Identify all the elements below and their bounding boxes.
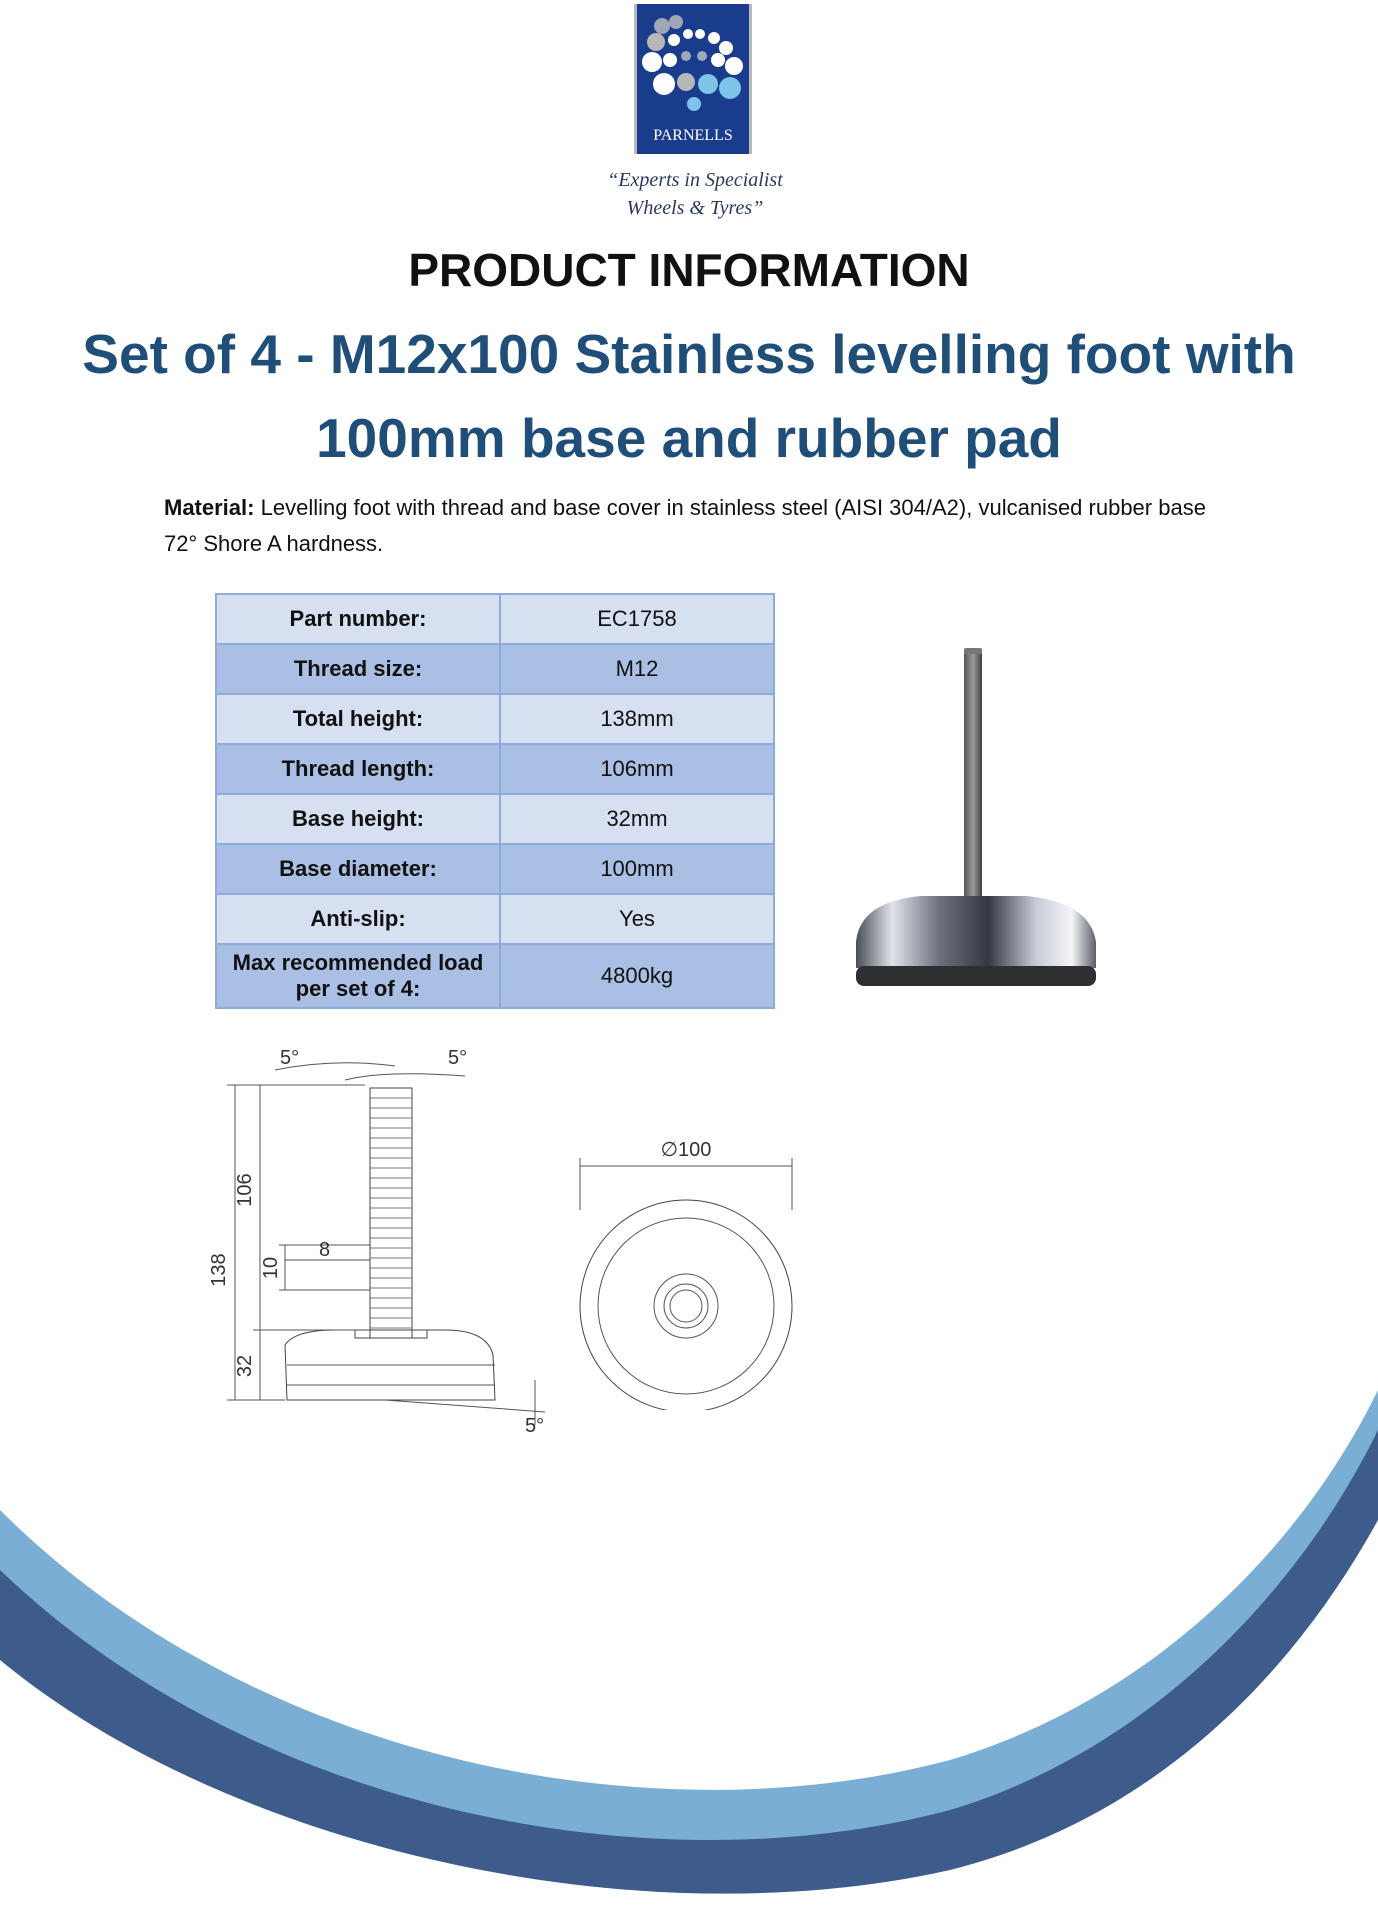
spec-value: 138mm — [500, 694, 774, 744]
spec-label-line-1: Max recommended load — [232, 950, 484, 975]
spec-value: 100mm — [500, 844, 774, 894]
angle-right-label: 5° — [448, 1047, 468, 1069]
spec-value: 32mm — [500, 794, 774, 844]
thread-shape — [370, 1088, 412, 1338]
angle-base-label: 5° — [525, 1415, 545, 1437]
spec-label: Part number: — [216, 594, 500, 644]
spec-row-thread-size — [216, 644, 774, 694]
spec-label: Base diameter: — [216, 844, 500, 894]
spec-value: EC1758 — [500, 594, 774, 644]
product-title: Set of 4 - M12x100 Stainless levelling foot with 100mm base and rubber pad — [82, 323, 1296, 469]
tagline-line-2: Wheels & Tyres” — [626, 197, 764, 219]
spec-label: Thread length: — [216, 744, 500, 794]
spec-label: Base height: — [216, 794, 500, 844]
spec-label: Anti-slip: — [216, 894, 500, 944]
spec-row-base-height — [216, 794, 774, 844]
spec-label: Total height: — [216, 694, 500, 744]
material-description — [164, 490, 1244, 562]
spec-row-part-number — [216, 594, 774, 644]
decorative-swoosh — [0, 1360, 1378, 1920]
page-heading: PRODUCT INFORMATION — [408, 244, 970, 296]
spec-table — [215, 593, 775, 1009]
dim-thread-label: 106 — [234, 1173, 256, 1207]
dim-total-label: 138 — [208, 1253, 230, 1287]
logo-tagline — [560, 166, 830, 222]
spec-row-base-diameter — [216, 844, 774, 894]
spec-value: Yes — [500, 894, 774, 944]
spec-label-line-2: per set of 4: — [295, 976, 421, 1001]
spec-label: Thread size: — [216, 644, 500, 694]
diameter-label: ∅100 — [660, 1139, 712, 1161]
dim-base-label: 32 — [234, 1354, 256, 1378]
material-text: Levelling foot with thread and base cover in stainless steel (AISI 304/A2), vulcanised rubber base 72° Shore A hardness. — [164, 495, 1206, 556]
parnells-logo — [634, 4, 752, 154]
spec-value: M12 — [500, 644, 774, 694]
spec-row-total-height — [216, 694, 774, 744]
angle-left-label: 5° — [280, 1047, 300, 1069]
spec-row-thread-length — [216, 744, 774, 794]
product-photo — [850, 640, 1110, 1020]
dim-10-label: 10 — [260, 1256, 282, 1280]
dim-8-label: 8 — [319, 1239, 331, 1261]
spec-label — [216, 944, 500, 1008]
logo-brand: PARNELLS — [653, 127, 733, 144]
tagline-line-1: “Experts in Specialist — [607, 169, 783, 191]
material-label: Material: — [164, 495, 255, 520]
spec-row-anti-slip — [216, 894, 774, 944]
spec-row-max-load — [216, 944, 774, 1008]
spec-value: 4800kg — [500, 944, 774, 1008]
spec-value: 106mm — [500, 744, 774, 794]
